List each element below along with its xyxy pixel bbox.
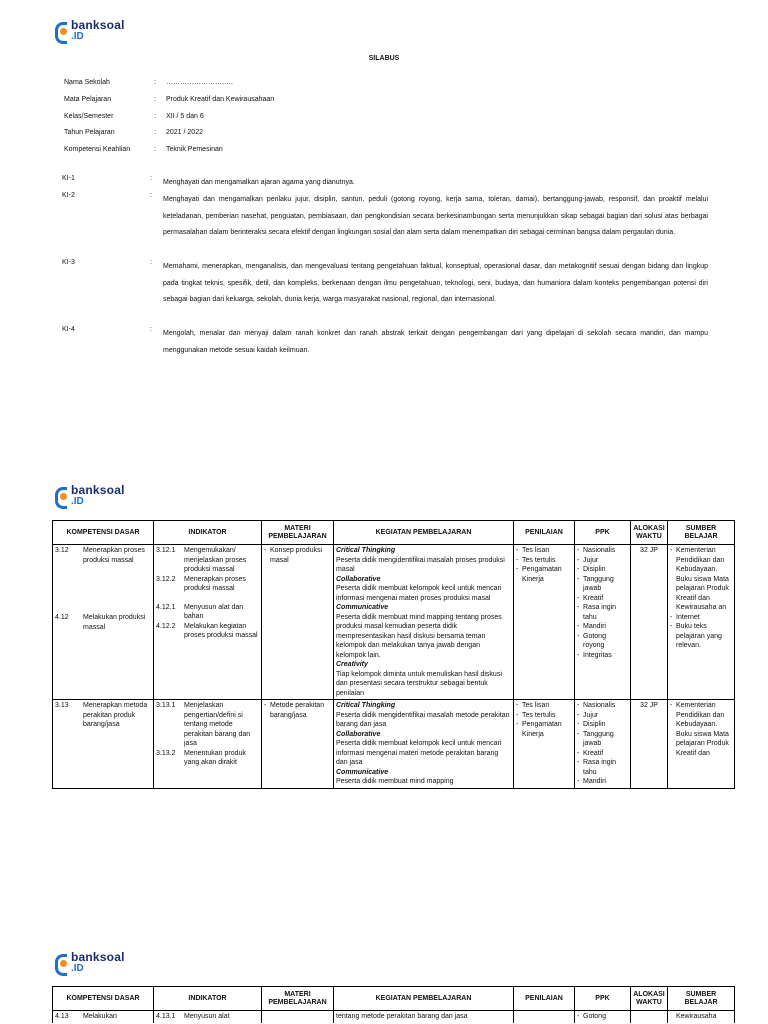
penilaian-item: - Tes tertulis xyxy=(516,556,572,566)
brand-suffix: .ID xyxy=(71,496,84,507)
kd-number: 3.13 xyxy=(55,702,69,709)
penilaian-text: Pengamatan Kinerja xyxy=(522,721,562,738)
brand-logo xyxy=(55,952,125,974)
ppk-item: - Jujur xyxy=(577,711,628,721)
ki-colon: : xyxy=(150,259,152,266)
brand-name: banksoal xyxy=(71,950,125,964)
identity-value: Teknik Pemesinan xyxy=(166,146,223,153)
ppk-text: Gotong xyxy=(583,1013,606,1020)
header-kegiatan: KEGIATAN PEMBELAJARAN xyxy=(334,987,514,1011)
cell-kd xyxy=(53,700,154,789)
ki-label: KI-2 xyxy=(62,192,75,199)
kegiatan-text: Peserta didik mengidentifikai masalah proses produksi masal xyxy=(336,556,505,573)
sumber-item: - Kementerian Pendidikan dan Kebudayaan. Buku siswa Mata pelajaran Produk Kreatif dan Kewirausaha an xyxy=(670,546,732,613)
indikator-item xyxy=(156,603,259,622)
cell-alokasi xyxy=(631,1011,668,1023)
penilaian-text: Tes tertulis xyxy=(522,711,556,719)
sumber-item: - Kementerian Pendidikan dan Kebudayaan. Buku siswa Mata pelajaran Produk Kreatif dan xyxy=(670,701,732,758)
indikator-number: 3.12.2 xyxy=(156,575,176,583)
cell-kegiatan xyxy=(334,700,514,789)
indikator-number: 4.12.1 xyxy=(156,603,176,611)
ppk-item: - Kreatif xyxy=(577,594,628,604)
header-kompetensi-dasar: KOMPETENSI DASAR xyxy=(53,987,154,1011)
sumber-text: Kementerian Pendidikan dan Kebudayaan. Buku siswa Mata pelajaran Produk Kreatif dan Kewirausaha an xyxy=(676,547,729,611)
header-kegiatan: KEGIATAN PEMBELAJARAN xyxy=(334,521,514,545)
identity-label: Kelas/Semester xyxy=(64,113,114,120)
header-sumber: SUMBER BELAJAR xyxy=(668,521,735,545)
header-penilaian: PENILAIAN xyxy=(514,987,575,1011)
kegiatan-text: Peserta didik membuat kelompok kecil untuk mencari informasi mengenai materi proses produksi masal xyxy=(336,585,502,602)
syllabus-table-continued xyxy=(52,986,735,1023)
sumber-text: Buku teks pelajaran yang relevan. xyxy=(676,623,722,649)
kegiatan-text: Peserta didik membuat mind mapping tentang proses produksi masal kemudian peserta didik mempresentasikan hasil diskusi bersama teman kelompok dan melakukan tanya jawab dengan kelompok lain. xyxy=(336,613,502,659)
ppk-text: Mandiri xyxy=(583,778,606,785)
kd-text: Melakukan produksi massal xyxy=(83,614,146,631)
header-alokasi: ALOKASI WAKTU xyxy=(631,521,668,545)
ppk-text: Kreatif xyxy=(583,749,604,757)
kd-item xyxy=(55,613,151,632)
identity-label: Mata Pelajaran xyxy=(64,96,112,103)
kegiatan-text: Peserta didik membuat mind mapping xyxy=(336,778,454,785)
ki-label: KI-3 xyxy=(62,259,75,266)
kd-number: 3.12 xyxy=(55,547,69,554)
kegiatan-text: Tiap kelompok diminta untuk menuliskan hasil diskusi dan presentasi secara terstruktur sebagai bentuk penilaian xyxy=(336,670,502,697)
penilaian-item: - Tes lisan xyxy=(516,546,572,556)
cell-materi xyxy=(262,1011,334,1023)
cell-sumber xyxy=(668,700,735,789)
cell-alokasi: 32 JP xyxy=(631,700,668,789)
indikator-text: Menyusun alat xyxy=(184,1013,230,1020)
indikator-item xyxy=(156,622,259,641)
cell-indikator xyxy=(154,1011,262,1023)
kegiatan-heading: Creativity xyxy=(336,661,368,668)
cell-alokasi: 32 JP xyxy=(631,545,668,700)
ki-text: Menghayati dan mengamalkan ajaran agama yang dianutnya. xyxy=(163,179,355,186)
ki-colon: : xyxy=(150,192,152,199)
ppk-text: Disiplin xyxy=(583,721,606,728)
identity-value: 2021 / 2022 xyxy=(166,129,203,136)
cell-ppk: - Gotong xyxy=(575,1011,631,1023)
identity-colon: : xyxy=(154,113,156,120)
cell-materi xyxy=(262,700,334,789)
ki-text: Mengolah, menalar dan menyaji dalam ranah konkret dan ranah abstrak terkait dengan pengembangan dari yang dipelajari di sekolah secara mandiri, dan mampu menggunakan metode sesuai kaidah keilmuan. xyxy=(163,330,708,354)
kegiatan-heading: Critical Thingking xyxy=(336,547,396,554)
kd-text: Melakukan xyxy=(83,1013,117,1020)
brand-logo xyxy=(55,485,125,507)
indikator-number: 4.13.1 xyxy=(156,1013,176,1020)
ki-label: KI-4 xyxy=(62,326,75,333)
identity-row xyxy=(64,129,203,136)
kegiatan-text: Peserta didik membuat kelompok kecil untuk mencari informasi mengenai materi metode perakitan barang dan jasa xyxy=(336,740,502,766)
identity-row xyxy=(64,96,274,103)
ppk-item: - Nasionalis xyxy=(577,546,628,556)
kd-number: 4.12 xyxy=(55,614,69,621)
sumber-text: Kewirausaha xyxy=(676,1013,717,1020)
ppk-text: Gotong royong xyxy=(583,632,606,649)
header-indikator: INDIKATOR xyxy=(154,987,262,1011)
materi-text: Metode perakitan barang/jasa xyxy=(270,702,325,719)
header-indikator: INDIKATOR xyxy=(154,521,262,545)
penilaian-item: - Pengamatan Kinerja xyxy=(516,565,572,584)
kd-text: Menerapkan proses produksi massal xyxy=(83,547,145,564)
kd-item xyxy=(55,701,151,730)
kegiatan-heading: Critical Thingking xyxy=(336,702,396,709)
ppk-text: Disiplin xyxy=(583,566,606,573)
materi-text: Konsep produksi masal xyxy=(270,547,323,564)
ppk-text: Nasionalis xyxy=(583,702,616,709)
ppk-item: - Nasionalis xyxy=(577,701,628,711)
cell-kd xyxy=(53,545,154,700)
brand-logo-icon xyxy=(55,952,69,974)
ppk-text: Nasionalis xyxy=(583,547,616,554)
cell-sumber xyxy=(668,545,735,700)
kegiatan-heading: Communicative xyxy=(336,604,389,611)
penilaian-item: - Tes lisan xyxy=(516,701,572,711)
ppk-item: - Tanggung jawab xyxy=(577,575,628,594)
ki-text: Menghayati dan mengamalkan perilaku jujur, disiplin, santun, peduli (gotong royong, kerja sama, toleran, damai), bertanggung-jawab, responsif, dan proaktif melalui keteladanan, pemberian nasehat, penguatan, pembiasaan, dan pengkondisian secara berkesinambungan serta menunjukkan sikap sebagai bagian dari solusi atas berbagai permasalahan dalam berinteraksi secara efektif dengan lingkungan sosial dan alam serta dalam menempatkan diri sebagai cerminan bangsa dalam pergaulan dunia. xyxy=(163,196,708,237)
ki-text: Memahami, menerapkan, menganalisis, dan mengevaluasi tentang pengetahuan faktual, konseptual, operasional dasar, dan metakognitif sesuai dengan bidang dan lingkup pada tingkat teknis, spesifik, detil, dan kompleks, berkenaan dengan ilmu pengetahuan, teknologi, seni, budaya, dan humaniora dalam konteks pengembangan potensi diri sebagai bagian dari keluarga, sekolah, dunia kerja, warga masyarakat nasional, regional, dan internasional. xyxy=(163,263,708,304)
sumber-text: Kementerian Pendidikan dan Kebudayaan. Buku siswa Mata pelajaran Produk Kreatif dan xyxy=(676,702,729,757)
brand-logo-icon xyxy=(55,485,69,507)
ppk-text: Jujur xyxy=(583,556,599,564)
ppk-item: - Mandiri xyxy=(577,622,628,632)
ppk-text: Integritas xyxy=(583,651,612,659)
indikator-text: Melakukan kegiatan proses produksi massal xyxy=(184,622,258,639)
identity-value: XII / 5 dan 6 xyxy=(166,113,204,120)
ppk-text: Mandiri xyxy=(583,623,606,630)
penilaian-text: Pengamatan Kinerja xyxy=(522,566,562,583)
kd-item xyxy=(55,546,151,565)
syllabus-table xyxy=(52,520,735,789)
kegiatan-text: Peserta didik mengidentifikai masalah metode perakitan barang dan jasa xyxy=(336,711,510,728)
ki-label: KI-1 xyxy=(62,175,75,182)
ki-row xyxy=(62,326,708,359)
identity-colon: : xyxy=(154,129,156,136)
cell-penilaian xyxy=(514,545,575,700)
cell-kegiatan xyxy=(334,545,514,700)
kegiatan-heading: Communicative xyxy=(336,768,389,776)
ppk-text: Tanggung jawab xyxy=(583,730,614,747)
cell-kd xyxy=(53,1011,154,1023)
penilaian-text: Tes lisan xyxy=(522,547,550,554)
indikator-item xyxy=(156,546,259,575)
ppk-item: - Tanggung jawab xyxy=(577,730,628,749)
penilaian-item: - Pengamatan Kinerja xyxy=(516,720,572,739)
identity-colon: : xyxy=(154,146,156,153)
header-materi: MATERI PEMBELAJARAN xyxy=(262,521,334,545)
brand-name: banksoal xyxy=(71,483,125,497)
identity-colon: : xyxy=(154,79,156,86)
ki-row xyxy=(62,175,708,192)
brand-name: banksoal xyxy=(71,18,125,32)
ppk-item: - Jujur xyxy=(577,556,628,566)
cell-indikator xyxy=(154,700,262,789)
cell-indikator xyxy=(154,545,262,700)
kd-number: 4.13 xyxy=(55,1013,69,1020)
indikator-text: Menerapkan proses produksi massal xyxy=(184,575,246,592)
header-kompetensi-dasar: KOMPETENSI DASAR xyxy=(53,521,154,545)
identity-row xyxy=(64,79,233,86)
brand-logo-icon xyxy=(55,20,69,42)
sumber-text: Internet xyxy=(676,613,700,621)
header-sumber: SUMBER BELAJAR xyxy=(668,987,735,1011)
cell-ppk xyxy=(575,545,631,700)
identity-row xyxy=(64,146,223,153)
table-row xyxy=(53,700,735,789)
identity-value: ……………………….. xyxy=(166,79,233,86)
ppk-item: - Rasa ingin tahu xyxy=(577,603,628,622)
kegiatan-heading: Collaborative xyxy=(336,575,381,583)
identity-label: Tahun Pelajaran xyxy=(64,129,115,136)
cell-sumber xyxy=(668,1011,735,1023)
ppk-item: - Rasa ingin tahu xyxy=(577,758,628,777)
table-row xyxy=(53,545,735,700)
indikator-text: Mengemukakan/ menjelaskan proses produksi massal xyxy=(184,547,247,573)
sumber-item: - Internet xyxy=(670,613,732,623)
indikator-number: 3.13.2 xyxy=(156,749,176,757)
identity-label: Nama Sekolah xyxy=(64,79,110,86)
sumber-item: - Buku teks pelajaran yang relevan. xyxy=(670,622,732,651)
indikator-text: Menentukan produk yang akan dirakit xyxy=(184,749,246,766)
indikator-text: Menjelaskan pengertian/defini si tentang metode perakitan barang dan jasa xyxy=(184,702,251,747)
materi-item: - Konsep produksi masal xyxy=(264,546,331,565)
ppk-item: - Integritas xyxy=(577,651,628,661)
ki-colon: : xyxy=(150,326,152,333)
indikator-number: 4.12.2 xyxy=(156,622,176,630)
ppk-text: Rasa ingin tahu xyxy=(583,604,617,621)
header-ppk: PPK xyxy=(575,521,631,545)
page-title: SILABUS xyxy=(368,55,400,62)
ppk-text: Rasa ingin tahu xyxy=(583,759,617,776)
indikator-text: Menyusun alat dan bahan xyxy=(184,603,244,620)
brand-suffix: .ID xyxy=(71,963,84,974)
penilaian-text: Tes tertulis xyxy=(522,556,556,564)
kd-text: Menerapkan metoda perakitan produk barang/jasa xyxy=(83,702,148,728)
indikator-number: 3.13.1 xyxy=(156,702,176,709)
ppk-text: Jujur xyxy=(583,711,599,719)
cell-materi xyxy=(262,545,334,700)
header-ppk: PPK xyxy=(575,987,631,1011)
ppk-item: - Mandiri xyxy=(577,777,628,787)
ki-row xyxy=(62,259,708,309)
cell-kegiatan: tentang metode perakitan barang dan jasa xyxy=(334,1011,514,1023)
table-row xyxy=(53,1011,735,1023)
indikator-item xyxy=(156,701,259,749)
header-penilaian: PENILAIAN xyxy=(514,521,575,545)
indikator-number: 3.12.1 xyxy=(156,547,176,554)
ppk-item: - Disiplin xyxy=(577,720,628,730)
cell-penilaian xyxy=(514,700,575,789)
indikator-item xyxy=(156,749,259,768)
ppk-item: - Gotong royong xyxy=(577,632,628,651)
brand-logo xyxy=(55,20,125,42)
materi-item: - Metode perakitan barang/jasa xyxy=(264,701,331,720)
ppk-item: - Kreatif xyxy=(577,749,628,759)
cell-ppk xyxy=(575,700,631,789)
ppk-text: Tanggung jawab xyxy=(583,575,614,592)
ppk-item: - Disiplin xyxy=(577,565,628,575)
identity-value: Produk Kreatif dan Kewirausahaan xyxy=(166,96,275,103)
identity-colon: : xyxy=(154,96,156,103)
identity-label: Kompetensi Keahlian xyxy=(64,146,131,153)
header-alokasi: ALOKASI WAKTU xyxy=(631,987,668,1011)
brand-suffix: .ID xyxy=(71,31,84,42)
indikator-item xyxy=(156,575,259,594)
identity-row xyxy=(64,113,204,120)
ppk-text: Kreatif xyxy=(583,594,604,602)
ki-row xyxy=(62,192,708,242)
header-materi: MATERI PEMBELAJARAN xyxy=(262,987,334,1011)
cell-penilaian xyxy=(514,1011,575,1023)
penilaian-item: - Tes tertulis xyxy=(516,711,572,721)
kegiatan-heading: Collaborative xyxy=(336,730,381,738)
penilaian-text: Tes lisan xyxy=(522,702,550,709)
ki-colon: : xyxy=(150,175,152,182)
